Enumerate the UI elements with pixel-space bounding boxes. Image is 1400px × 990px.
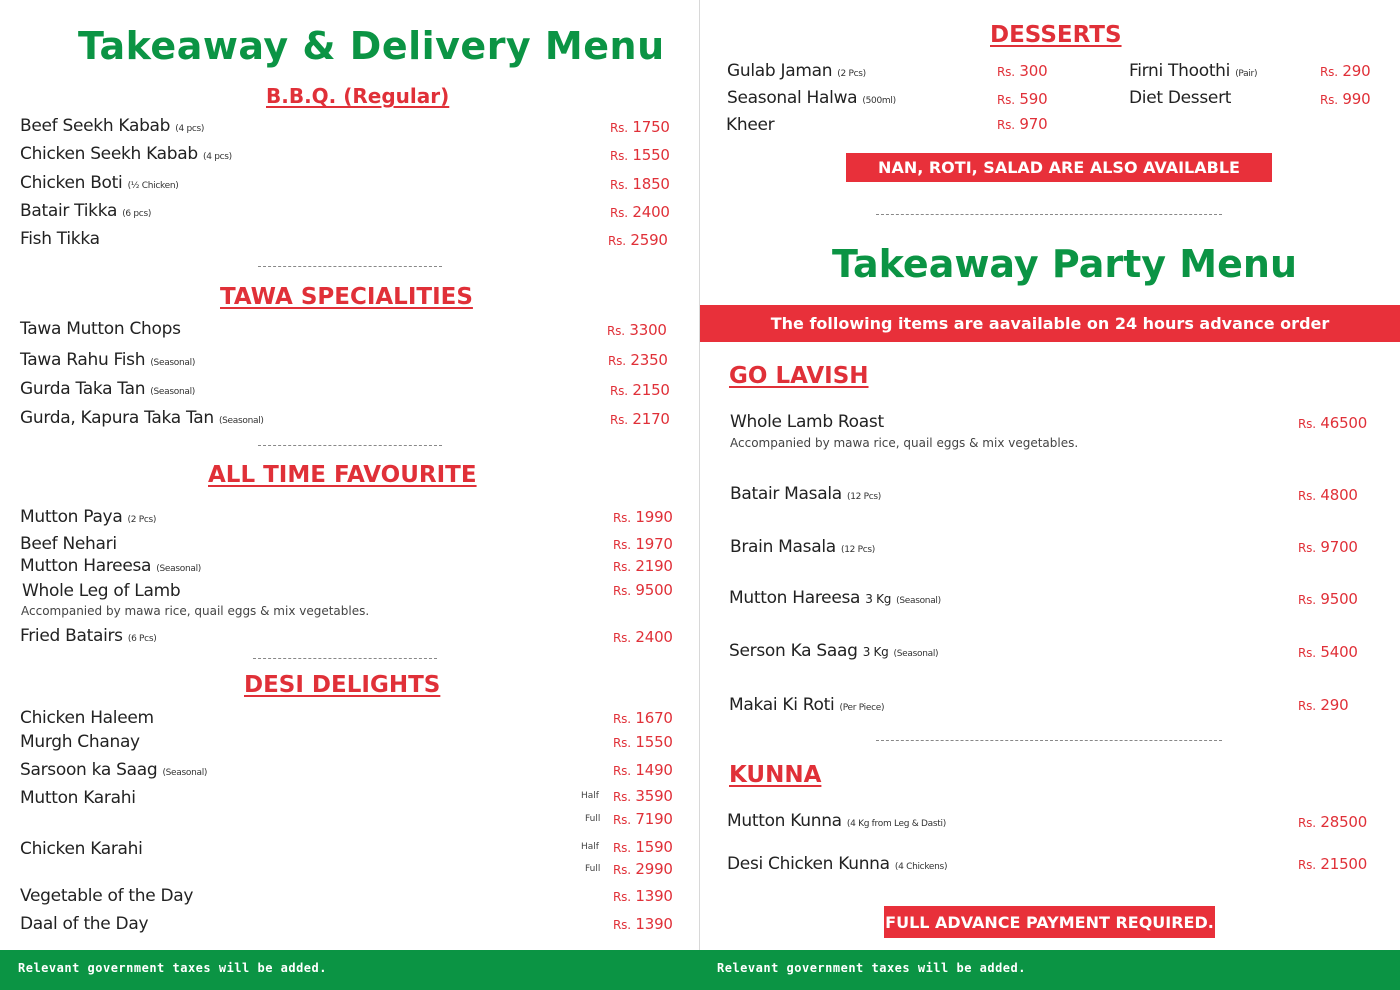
price-chicken-boti: Rs. 1850 xyxy=(610,175,670,193)
section-heading-go-lavish: GO LAVISH xyxy=(729,363,869,389)
price-mutton-karahi-full: Rs. 7190 xyxy=(613,810,673,828)
price-daal-of-the-day: Rs. 1390 xyxy=(613,915,673,933)
price-mutton-kunna: Rs. 28500 xyxy=(1298,813,1368,831)
menu-item-chicken-haleem: Chicken Haleem xyxy=(20,708,154,728)
menu-item-batair-tikka: Batair Tikka (6 pcs) xyxy=(20,201,152,221)
section-heading-tawa: TAWA SPECIALITIES xyxy=(220,284,473,310)
banner-advance-order: The following items are aavailable on 24 hours advance order xyxy=(700,305,1400,342)
full-label: Full xyxy=(585,864,601,874)
item-description-whole-leg-of-lamb: Accompanied by mawa rice, quail eggs & mix vegetables. xyxy=(21,604,370,618)
section-heading-desserts: DESSERTS xyxy=(990,22,1122,48)
menu-item-whole-lamb-roast: Whole Lamb Roast xyxy=(730,412,884,432)
price-mutton-hareesa: Rs. 2190 xyxy=(613,557,673,575)
page-divider xyxy=(699,0,700,950)
price-kheer: Rs. 970 xyxy=(997,115,1048,133)
price-fish-tikka: Rs. 2590 xyxy=(608,231,668,249)
price-batair-tikka: Rs. 2400 xyxy=(610,203,670,221)
section-heading-kunna: KUNNA xyxy=(729,762,822,788)
menu-item-fried-batairs: Fried Batairs (6 Pcs) xyxy=(20,626,157,646)
price-fried-batairs: Rs. 2400 xyxy=(613,628,673,646)
half-label: Half xyxy=(581,842,599,852)
menu-item-fish-tikka: Fish Tikka xyxy=(20,229,100,249)
menu-item-mutton-kunna: Mutton Kunna (4 Kg from Leg & Dasti) xyxy=(727,811,946,831)
half-label: Half xyxy=(581,791,599,801)
price-gurda-kapura-taka-tan: Rs. 2170 xyxy=(610,410,670,428)
banner-also-available: NAN, ROTI, SALAD ARE ALSO AVAILABLE xyxy=(846,153,1272,182)
price-gulab-jaman: Rs. 300 xyxy=(997,62,1048,80)
price-chicken-haleem: Rs. 1670 xyxy=(613,709,673,727)
menu-item-mutton-karahi: Mutton Karahi xyxy=(20,788,136,808)
price-tawa-mutton-chops: Rs. 3300 xyxy=(607,321,667,339)
footer-tax-note-right: Relevant government taxes will be added. xyxy=(717,961,1026,975)
dotted-separator xyxy=(258,445,442,446)
menu-item-mutton-paya: Mutton Paya (2 Pcs) xyxy=(20,507,157,527)
full-label: Full xyxy=(585,814,601,824)
price-beef-seekh-kabab: Rs. 1750 xyxy=(610,118,670,136)
price-firni-thoothi: Rs. 290 xyxy=(1320,62,1371,80)
menu-item-chicken-seekh-kabab: Chicken Seekh Kabab (4 pcs) xyxy=(20,144,232,164)
dotted-separator xyxy=(876,740,1222,741)
menu-item-gulab-jaman: Gulab Jaman (2 Pcs) xyxy=(727,61,866,81)
menu-item-seasonal-halwa: Seasonal Halwa (500ml) xyxy=(727,88,896,108)
footer-tax-note-left: Relevant government taxes will be added. xyxy=(18,961,327,975)
price-whole-lamb-roast: Rs. 46500 xyxy=(1298,414,1368,432)
price-brain-masala: Rs. 9700 xyxy=(1298,538,1358,556)
menu-item-tawa-rahu-fish: Tawa Rahu Fish (Seasonal) xyxy=(20,350,196,370)
party-menu-title: Takeaway Party Menu xyxy=(832,242,1297,286)
price-beef-nehari: Rs. 1970 xyxy=(613,535,673,553)
section-heading-bbq: B.B.Q. (Regular) xyxy=(266,84,450,108)
menu-item-beef-seekh-kabab: Beef Seekh Kabab (4 pcs) xyxy=(20,116,205,136)
menu-item-serson-ka-saag: Serson Ka Saag 3 Kg (Seasonal) xyxy=(729,641,939,661)
price-chicken-karahi-full: Rs. 2990 xyxy=(613,860,673,878)
item-description-whole-lamb-roast: Accompanied by mawa rice, quail eggs & mix vegetables. xyxy=(730,436,1079,450)
menu-item-chicken-boti: Chicken Boti (½ Chicken) xyxy=(20,173,179,193)
price-mutton-hareesa-3kg: Rs. 9500 xyxy=(1298,590,1358,608)
menu-item-vegetable-of-the-day: Vegetable of the Day xyxy=(20,886,194,906)
price-makai-ki-roti: Rs. 290 xyxy=(1298,696,1349,714)
price-desi-chicken-kunna: Rs. 21500 xyxy=(1298,855,1368,873)
menu-item-batair-masala: Batair Masala (12 Pcs) xyxy=(730,484,881,504)
price-seasonal-halwa: Rs. 590 xyxy=(997,90,1048,108)
menu-item-kheer: Kheer xyxy=(726,115,775,135)
menu-title: Takeaway & Delivery Menu xyxy=(78,24,665,68)
price-mutton-paya: Rs. 1990 xyxy=(613,508,673,526)
price-diet-dessert: Rs. 990 xyxy=(1320,90,1371,108)
price-mutton-karahi-half: Rs. 3590 xyxy=(613,787,673,805)
menu-item-desi-chicken-kunna: Desi Chicken Kunna (4 Chickens) xyxy=(727,854,948,874)
price-tawa-rahu-fish: Rs. 2350 xyxy=(608,351,668,369)
dotted-separator xyxy=(258,266,442,267)
menu-item-sarsoon-ka-saag: Sarsoon ka Saag (Seasonal) xyxy=(20,760,208,780)
price-serson-ka-saag: Rs. 5400 xyxy=(1298,643,1358,661)
menu-item-mutton-hareesa-3kg: Mutton Hareesa 3 Kg (Seasonal) xyxy=(729,588,941,608)
price-sarsoon-ka-saag: Rs. 1490 xyxy=(613,761,673,779)
menu-item-firni-thoothi: Firni Thoothi (Pair) xyxy=(1129,61,1258,81)
menu-item-murgh-chanay: Murgh Chanay xyxy=(20,732,140,752)
menu-item-beef-nehari: Beef Nehari xyxy=(20,534,117,554)
menu-item-makai-ki-roti: Makai Ki Roti (Per Piece) xyxy=(729,695,885,715)
price-vegetable-of-the-day: Rs. 1390 xyxy=(613,887,673,905)
menu-item-diet-dessert: Diet Dessert xyxy=(1129,88,1232,108)
price-chicken-seekh-kabab: Rs. 1550 xyxy=(610,146,670,164)
banner-full-advance-payment: FULL ADVANCE PAYMENT REQUIRED. xyxy=(884,906,1215,938)
dotted-separator xyxy=(253,658,437,659)
menu-item-mutton-hareesa: Mutton Hareesa (Seasonal) xyxy=(20,556,201,576)
price-murgh-chanay: Rs. 1550 xyxy=(613,733,673,751)
menu-item-chicken-karahi: Chicken Karahi xyxy=(20,839,143,859)
price-chicken-karahi-half: Rs. 1590 xyxy=(613,838,673,856)
section-heading-favourite: ALL TIME FAVOURITE xyxy=(208,462,477,488)
menu-item-whole-leg-of-lamb: Whole Leg of Lamb xyxy=(22,581,181,601)
price-whole-leg-of-lamb: Rs. 9500 xyxy=(613,581,673,599)
menu-item-brain-masala: Brain Masala (12 Pcs) xyxy=(730,537,875,557)
section-heading-desi: DESI DELIGHTS xyxy=(244,672,441,698)
price-gurda-taka-tan: Rs. 2150 xyxy=(610,381,670,399)
menu-item-gurda-kapura-taka-tan: Gurda, Kapura Taka Tan (Seasonal) xyxy=(20,408,264,428)
menu-item-gurda-taka-tan: Gurda Taka Tan (Seasonal) xyxy=(20,379,195,399)
menu-item-tawa-mutton-chops: Tawa Mutton Chops xyxy=(20,319,181,339)
dotted-separator xyxy=(876,214,1222,215)
price-batair-masala: Rs. 4800 xyxy=(1298,486,1358,504)
menu-item-daal-of-the-day: Daal of the Day xyxy=(20,914,149,934)
